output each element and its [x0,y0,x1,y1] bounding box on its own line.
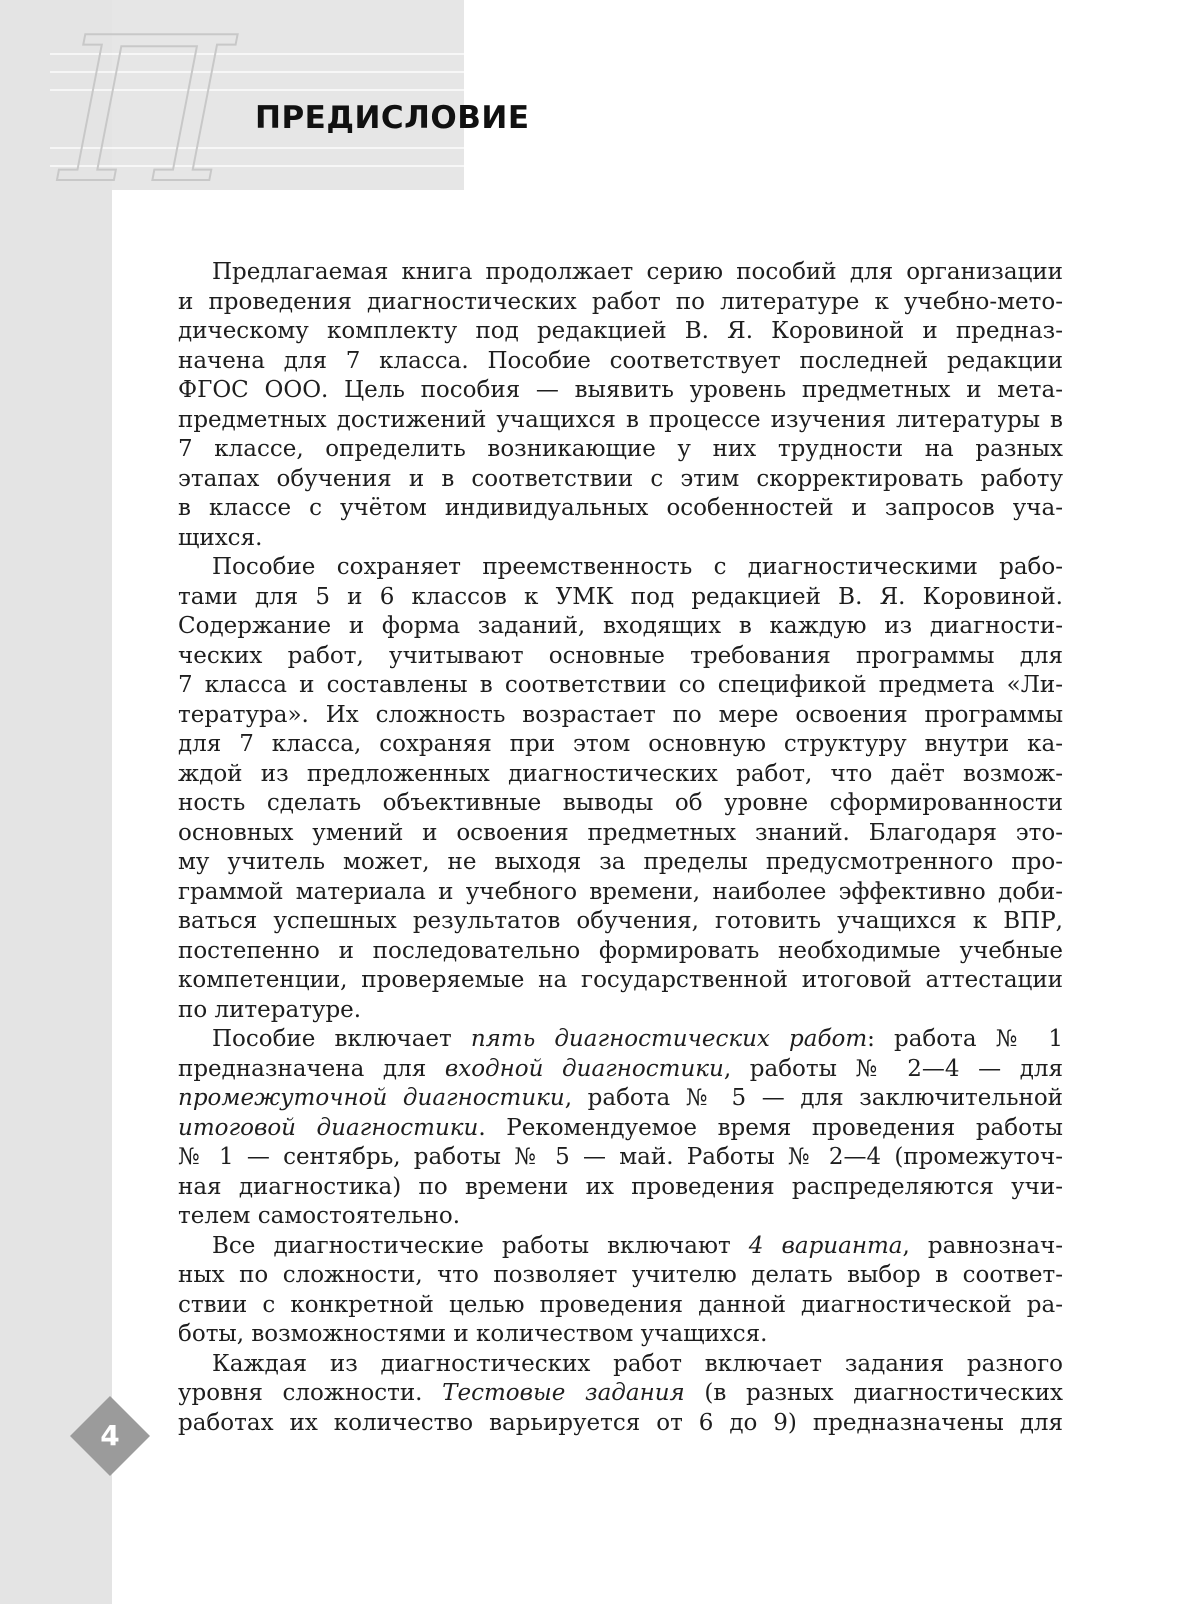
text-run: уровня сложности. [178,1380,443,1406]
svg-text:П: П [60,10,235,200]
text-line [178,317,1063,347]
text-line [178,878,1063,908]
text-run: 7 класса и составлены в соответствии со спецификой предмета «Ли- [178,672,1063,698]
text-line [178,1202,1063,1232]
text-run: Все диагностические работы включают [212,1232,749,1259]
text-line [178,1143,1063,1173]
text-line [178,1320,1063,1350]
text-run: предметных достижений учащихся в процессе изучения литературы в [178,406,1063,433]
text-line [178,1055,1063,1085]
text-run: Каждая из диагностических работ включает задания разного [212,1350,1063,1377]
text-line [178,1409,1063,1439]
text-line [178,583,1063,613]
text-line [178,789,1063,819]
text-line [178,435,1063,465]
text-line [178,347,1063,377]
paragraph [178,258,1063,553]
text-line [178,1114,1063,1144]
page-title: ПРЕДИСЛОВИЕ [255,100,530,136]
text-line [178,996,1063,1026]
text-run: по литературе. [178,996,362,1023]
text-run: постепенно и последовательно формировать необходимые учебные [178,937,1063,964]
text-run: 7 классе, определить возникающие у них трудности на разных [178,436,1063,462]
text-run: ждой из предложенных диагностических работ, что даёт возмож- [178,760,1063,787]
text-run: (в разных диагностических [684,1380,1063,1406]
text-run: боты, возможностями и количеством учащихся. [178,1321,768,1347]
text-line [178,671,1063,701]
text-line [178,937,1063,967]
text-run: тература». Их сложность возрастает по мере освоения программы [178,701,1063,728]
text-line [178,1261,1063,1291]
italic-term: Тестовые задания [442,1380,685,1406]
text-line [178,612,1063,642]
page-number-badge [68,1394,152,1478]
text-run: ствии с конкретной целью проведения данной диагностической ра- [178,1291,1063,1318]
text-line [178,288,1063,318]
text-run: телем самостоятельно. [178,1203,461,1229]
text-run: . Рекомендуемое время проведения работы [478,1114,1063,1141]
text-run: № 1 — сентябрь, работы № 5 — май. Работы № 2—4 (промежуточ- [178,1144,1063,1170]
text-run: ческих работ, учитывают основные требования программы для [178,642,1063,669]
text-line [178,642,1063,672]
text-line [178,258,1063,288]
text-line [178,553,1063,583]
text-line [178,1379,1063,1409]
text-line [178,730,1063,760]
text-line [178,1350,1063,1380]
text-run: работах их количество варьируется от 6 до 9) предназначены для [178,1409,1063,1436]
page-number: 4 [100,1419,120,1452]
text-line [178,1084,1063,1114]
text-run: в классе с учётом индивидуальных особенностей и запросов уча- [178,495,1063,521]
paragraph [178,1025,1063,1232]
left-margin-band [0,0,112,1604]
text-line [178,524,1063,554]
italic-term: 4 варианта [748,1232,903,1259]
text-run: для 7 класса, сохраняя при этом основную структуру внутри ка- [178,731,1063,757]
text-run: Предлагаемая книга продолжает серию пособий для организации [212,259,1063,285]
text-run: Пособие сохраняет преемственность с диагностическими рабо- [212,554,1063,580]
text-line [178,465,1063,495]
text-run: этапах обучения и в соответствии с этим скорректировать работу [178,465,1063,492]
text-run: ФГОС ООО. Цель пособия — выявить уровень предметных и мета- [178,377,1063,403]
text-run: предназначена для [178,1055,445,1082]
paragraph [178,1232,1063,1350]
italic-term: пять диагностических работ [470,1026,868,1052]
text-line [178,760,1063,790]
text-run: ных по сложности, что позволяет учителю делать выбор в соответ- [178,1262,1063,1288]
italic-term: промежуточной диагностики [178,1085,565,1111]
text-line [178,907,1063,937]
text-run: ность сделать объективные выводы об уровне сформированности [178,790,1063,816]
text-line [178,701,1063,731]
text-run: граммой материала и учебного времени, наиболее эффективно доби- [178,878,1063,905]
italic-term: итоговой диагностики [178,1114,479,1141]
paragraph [178,553,1063,1025]
text-run: Пособие включает [212,1026,471,1052]
text-run: , работа № 5 — для заключительной [564,1085,1063,1111]
text-run: : работа № 1 [867,1026,1063,1052]
text-line [178,376,1063,406]
paragraph [178,1350,1063,1439]
text-line [178,1232,1063,1262]
text-run: Содержание и форма заданий, входящих в каждую из диагности- [178,613,1063,639]
text-line [178,1173,1063,1203]
text-run: ваться успешных результатов обучения, готовить учащихся к ВПР, [178,908,1063,934]
text-line [178,1291,1063,1321]
text-line [178,406,1063,436]
text-run: ная диагностика) по времени их проведения распределяются учи- [178,1173,1063,1200]
text-run: дическому комплекту под редакцией В. Я. Коровиной и предназ- [178,318,1063,344]
text-run: основных умений и освоения предметных знаний. Благодаря это- [178,819,1063,846]
text-line [178,848,1063,878]
text-line [178,1025,1063,1055]
italic-term: входной диагностики [444,1055,724,1082]
text-run: му учитель может, не выходя за пределы предусмотренного про- [178,849,1063,875]
text-run: , работы № 2—4 — для [723,1055,1063,1082]
text-run: компетенции, проверяемые на государственной итоговой аттестации [178,967,1063,993]
text-line [178,966,1063,996]
text-line [178,494,1063,524]
text-run: , равнознач- [902,1232,1063,1259]
body-text [178,258,1063,1438]
text-run: начена для 7 класса. Пособие соответствует последней редакции [178,347,1063,374]
text-run: и проведения диагностических работ по литературе к учебно-мето- [178,288,1063,315]
text-line [178,819,1063,849]
text-run: тами для 5 и 6 классов к УМК под редакцией В. Я. Коровиной. [178,583,1063,610]
text-run: щихся. [178,524,263,551]
